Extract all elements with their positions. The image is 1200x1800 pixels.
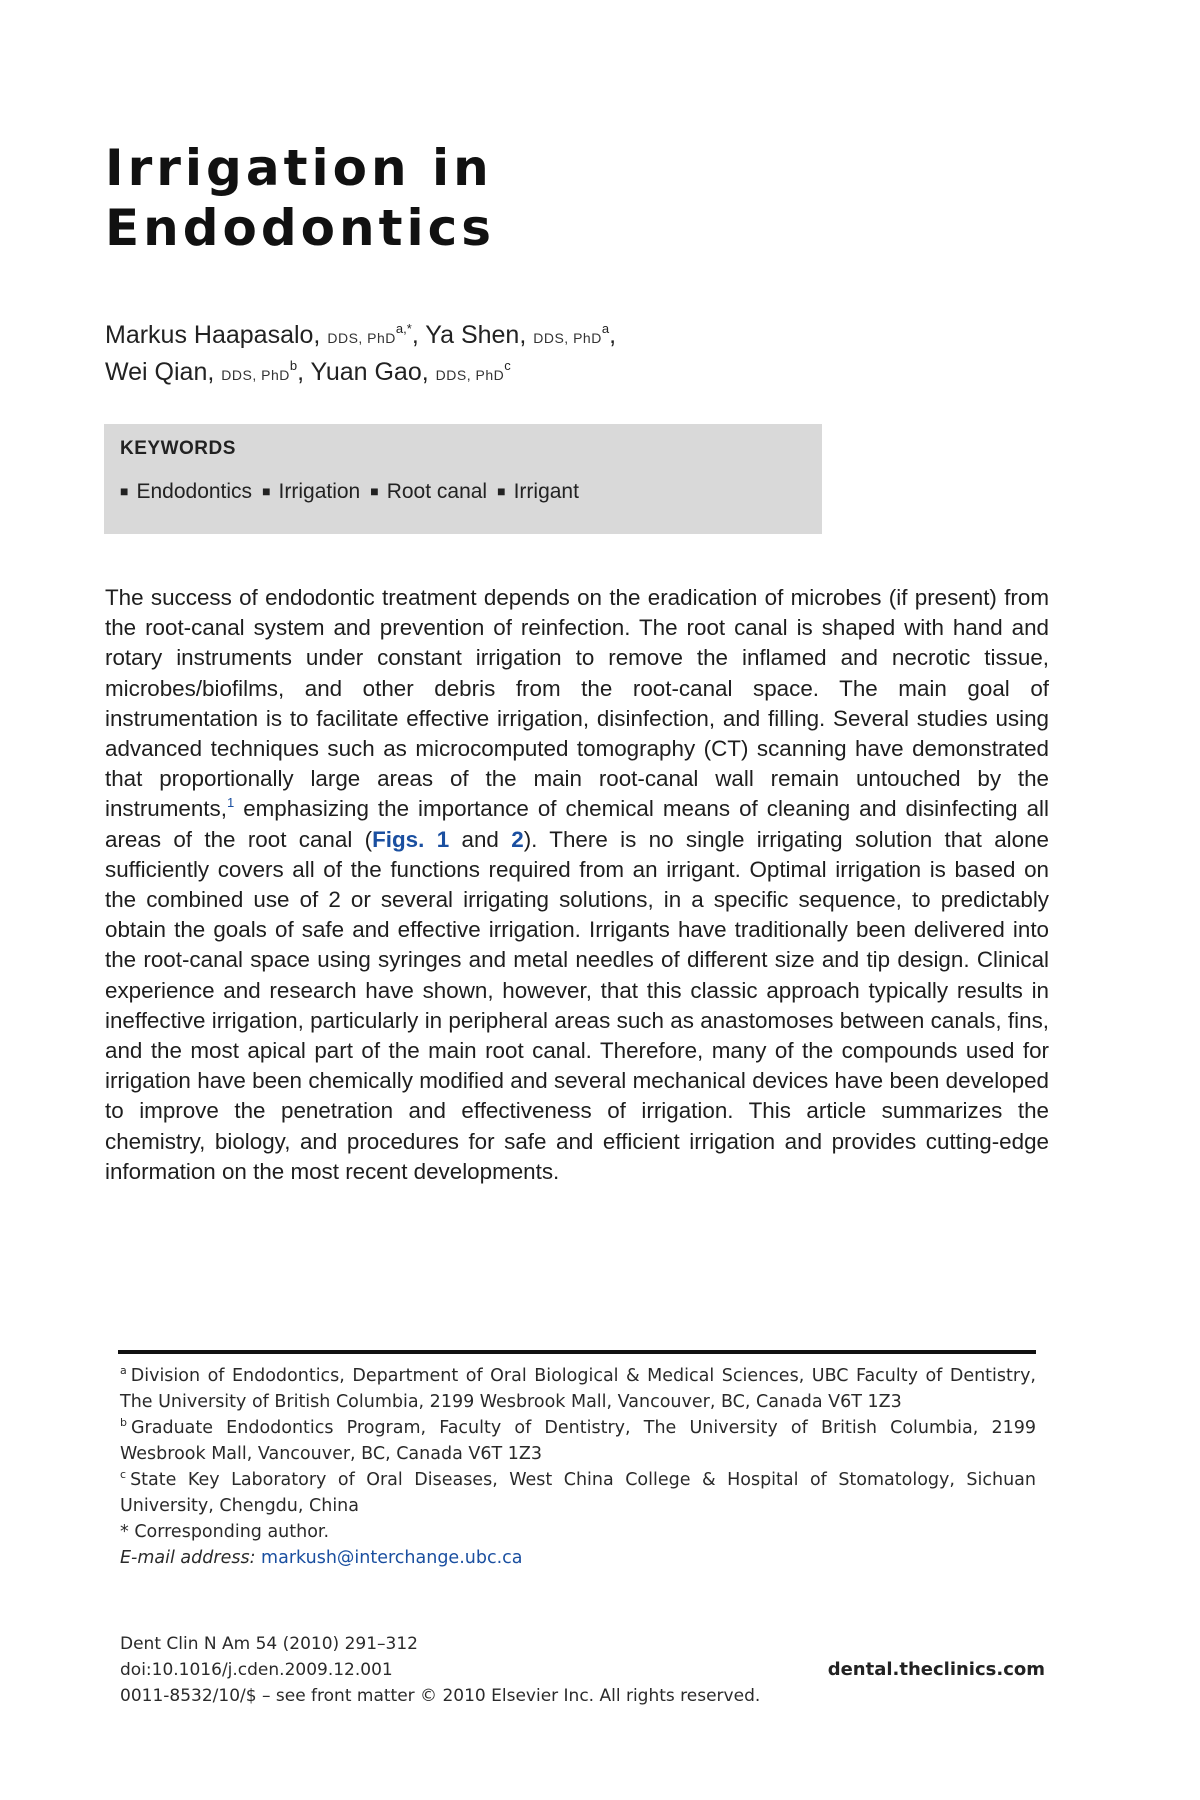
keyword-label: Irrigant <box>513 480 579 503</box>
title-line-2: Endodontics <box>105 199 496 257</box>
footnotes <box>120 1363 1036 1571</box>
author-affiliation-mark: c <box>504 358 511 373</box>
author-affiliation-mark: a <box>601 321 610 336</box>
author <box>105 358 311 386</box>
author-list <box>105 318 1005 392</box>
keyword-item <box>120 480 252 504</box>
author-name: Markus Haapasalo, <box>105 321 321 349</box>
keyword-label: Endodontics <box>136 480 253 503</box>
abstract <box>105 583 1049 1187</box>
email-label: E-mail address: <box>120 1548 256 1568</box>
doi[interactable]: doi:10.1016/j.cden.2009.12.001 <box>120 1660 393 1680</box>
title-line-1: Irrigation in <box>105 139 493 197</box>
author-name: Wei Qian, <box>105 358 215 386</box>
journal-info <box>120 1631 1045 1709</box>
journal-citation: Dent Clin N Am 54 (2010) 291–312 <box>120 1634 418 1654</box>
keywords-list <box>120 480 579 504</box>
footnote-mark: c <box>120 1468 127 1481</box>
square-bullet-icon: ■ <box>370 483 379 499</box>
journal-website-link[interactable]: dental.theclinics.com <box>827 1659 1045 1680</box>
abstract-text: ). There is no single irrigating solution that alone sufficiently covers all of the functions required from an irrigant. Optimal irrigation is based on the combined use of 2 or several irrigating solutions, in a specific sequence, to predictably obtain the goals of safe and effective irrigation. Irrigants have traditionally been delivered into the root-canal space using syringes and metal needles of different size and tip design. Clinical experience and research have shown, however, that this classic approach typically results in ineffective irrigation, particularly in peripheral areas such as anastomoses between canals, fins, and the most apical part of the main root canal. Therefore, many of the compounds used for irrigation have been chemically modified and several mechanical devices have been developed to improve the penetration and effectiveness of irrigation. This article summarizes the chemistry, biology, and procedures for safe and efficient irrigation and provides cutting-edge information on the most recent developments. <box>105 826 1049 1184</box>
footnote <box>120 1467 1036 1519</box>
square-bullet-icon: ■ <box>262 483 271 499</box>
keyword-item <box>370 480 487 504</box>
abstract-text: The success of endodontic treatment depends on the eradication of microbes (if present) from the root-canal system and prevention of reinfection. The root canal is shaped with hand and rotary instruments under constant irrigation to remove the inflamed and necrotic tissue, microbes/biofilms, and other debris from the root-canal space. The main goal of instrumentation is to facilitate effective irrigation, disinfection, and filling. Several studies using advanced techniques such as microcomputed tomography (CT) scanning have demonstrated that proportionally large areas of the main root-canal wall remain untouched by the instruments, <box>105 585 1049 822</box>
author-degree: DDS, PhD <box>221 367 290 383</box>
figure-link-1[interactable]: Figs. 1 <box>372 826 450 852</box>
keyword-item <box>262 480 360 504</box>
email-line <box>120 1545 1036 1571</box>
author-name: Ya Shen, <box>425 321 527 349</box>
author-separator: , <box>609 321 617 349</box>
corresponding-author-note: * Corresponding author. <box>120 1522 330 1542</box>
footnote-divider <box>118 1350 1036 1354</box>
footnote <box>120 1363 1036 1415</box>
footnote-text: Division of Endodontics, Department of Oral Biological & Medical Sciences, UBC Faculty of Dentistry, The University of British Columbia, 2199 Wesbrook Mall, Vancouver, BC, Canada V6T 1Z3 <box>120 1366 1036 1412</box>
footnote-mark: b <box>120 1416 127 1429</box>
footnote-mark: a <box>120 1364 127 1377</box>
figure-link-2[interactable]: 2 <box>511 826 524 852</box>
keyword-item <box>497 480 579 504</box>
author <box>311 358 511 386</box>
abstract-text: and <box>449 826 512 852</box>
abstract-text: emphasizing the importance of chemical means of cleaning and disinfecting all areas of the root canal ( <box>105 796 1049 852</box>
footnote-text: State Key Laboratory of Oral Diseases, West China College & Hospital of Stomatology, Sichuan University, Chengdu, China <box>120 1470 1036 1516</box>
copyright-line: 0011-8532/10/$ – see front matter © 2010 Elsevier Inc. All rights reserved. <box>120 1686 761 1706</box>
author-degree: DDS, PhD <box>533 330 602 346</box>
author-separator: , <box>297 358 311 386</box>
author-separator: , <box>411 321 426 349</box>
keywords-heading: KEYWORDS <box>120 438 236 459</box>
author-degree: DDS, PhD <box>435 367 505 383</box>
square-bullet-icon: ■ <box>497 483 506 499</box>
abstract-paragraph <box>105 583 1049 1187</box>
email-link[interactable]: markush@interchange.ubc.ca <box>261 1548 523 1568</box>
author <box>425 321 616 349</box>
author <box>105 321 425 349</box>
author-affiliation-mark: b <box>289 358 298 373</box>
footnote <box>120 1415 1036 1467</box>
author-affiliation-mark: a,* <box>395 321 412 336</box>
keyword-label: Root canal <box>386 480 488 503</box>
reference-link[interactable]: 1 <box>226 795 235 811</box>
square-bullet-icon: ■ <box>120 483 129 499</box>
footnote-text: Graduate Endodontics Program, Faculty of Dentistry, The University of British Columbia, 2199 Wesbrook Mall, Vancouver, BC, Canada V6T 1Z3 <box>120 1418 1036 1464</box>
author-name: Yuan Gao, <box>310 358 429 386</box>
article-title <box>105 138 905 258</box>
keywords-box <box>104 424 822 534</box>
keyword-label: Irrigation <box>278 480 361 503</box>
author-degree: DDS, PhD <box>327 330 396 346</box>
